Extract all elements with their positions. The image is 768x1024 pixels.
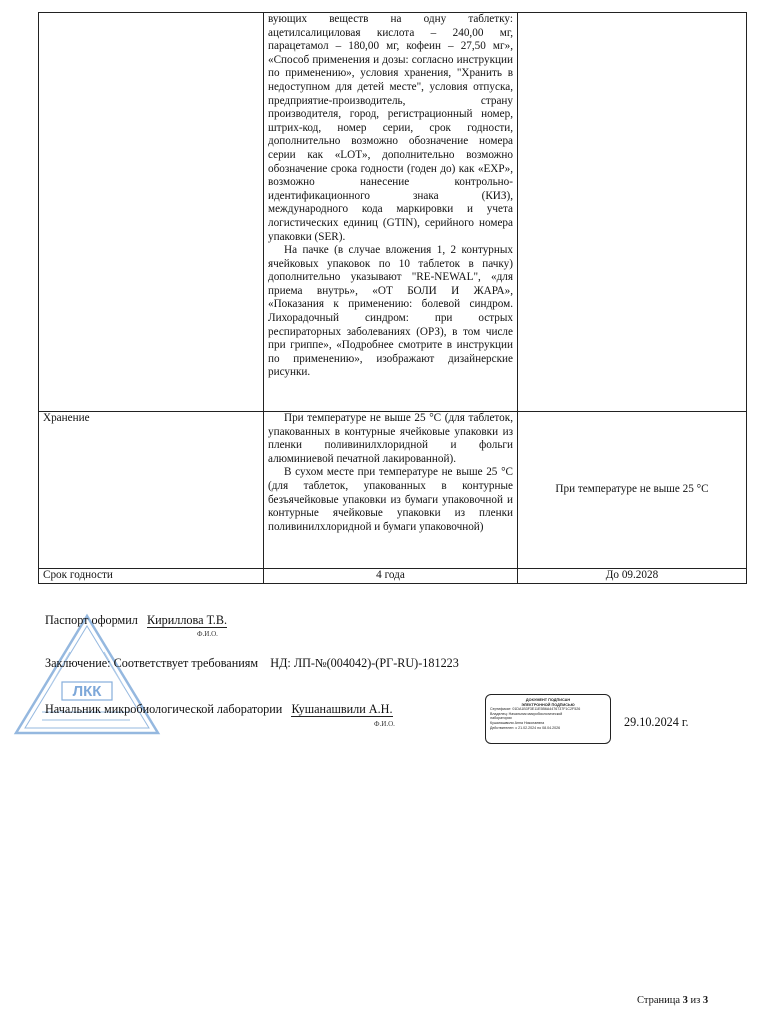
table-row-shelf-life: [39, 569, 747, 584]
storage-paragraph-2: В сухом месте при температуре не выше 25 °С (для таблеток, упакованных в контурные безъячейковые упаковки из бумаги упаковочной и контурные ячейковые упаковки из пленки поливинилхлоридной и бумаги упаковочной): [268, 466, 513, 533]
head-name: Кушанашвили А.Н.: [291, 702, 393, 716]
storage-paragraph-1: При температуре не выше 25 °С (для таблеток, упакованных в контурные ячейковые упаковки из пленки поливинилхлоридной и фольги алюминиевой печатной лакированной).: [268, 412, 513, 465]
esig-cert: Сертификат: 01DA1B3F3E11E5B6A4476737F1C2F526: [490, 707, 581, 712]
conclusion-label: Заключение:: [45, 656, 111, 670]
shelf-result: До 09.2028: [518, 569, 747, 584]
conclusion-nd: НД: ЛП-№(004042)-(РГ-RU)-181223: [270, 656, 459, 670]
passport-label: Паспорт оформил: [45, 613, 138, 627]
esig-owner-3: Кушанашвили Анна Николаевна: [490, 720, 545, 725]
head-fio-caption: Ф.И.О.: [374, 720, 395, 728]
conclusion-text: Соответствует требованиям: [113, 656, 259, 670]
cell-empty-result: [518, 13, 747, 412]
pack-paragraph: На пачке (в случае вложения 1, 2 контурных ячейковых упаковок по 10 таблеток в пачку) дополнительно указывают "RE-NEWAL", «для приема внутрь», «ОТ БОЛИ И ЖАРА», «Показания к применению: болевой синдром. Лихорадочный синдром: при острых респираторных заболеваниях (ОРЗ), в том числе при гриппе», «Подробнее смотрите в инструкции по применению», изображают дизайнерские рисунки.: [268, 244, 513, 379]
page-current: 3: [682, 995, 688, 1006]
esig-title-2: ЭЛЕКТРОННОЙ ПОДПИСЬЮ: [521, 702, 575, 707]
spec-table: [38, 12, 747, 584]
electronic-signature-box: [485, 694, 611, 744]
esig-valid: Действителен: с 21.02.2024 по 08.04.2026: [490, 725, 561, 730]
signature-date: 29.10.2024 г.: [624, 715, 689, 729]
passport-line: [45, 613, 227, 628]
esig-owner-2: лаборатории: [490, 716, 512, 721]
head-line: [45, 702, 393, 717]
cell-empty-label: [39, 13, 264, 412]
page-total: 3: [702, 995, 709, 1006]
page-of: из: [690, 995, 701, 1006]
storage-result: При температуре не выше 25 °С: [518, 412, 747, 569]
shelf-label: Срок годности: [39, 569, 264, 584]
page-number: [637, 995, 708, 1006]
cell-labeling-norm: [264, 13, 518, 412]
table-row-labeling: [39, 13, 747, 412]
cell-storage-norm: [264, 412, 518, 569]
passport-name: Кириллова Т.В.: [147, 613, 228, 627]
passport-fio-caption: Ф.И.О.: [197, 630, 218, 638]
lab-stamp: [12, 612, 162, 737]
stamp-abbr: ЛКК: [72, 683, 102, 700]
page-prefix: Страница: [637, 995, 681, 1006]
table-row-storage: [39, 412, 747, 569]
esig-owner-1: Владелец: Начальник микробиологической: [490, 711, 563, 716]
storage-label: Хранение: [39, 412, 264, 569]
composition-paragraph: вующих веществ на одну таблетку: ацетилсалициловая кислота – 240,00 мг, парацетамол – 180,00 мг, кофеин – 27,50 мг», «Способ применения и дозы: согласно инструкции по применению», условия хранения, "Хранить в недоступном для детей месте", условия отпуска, предприятие-производитель, страну производителя, город, регистрационный номер, штрих-код, номер серии, срок годности, дополнительно возможно обозначение номера серии как «LOT», дополнительно возможно обозначение срока годности (годен до) как «EXP», возможно нанесение контрольно-идентификационного знака (КИЗ), международного кода маркировки и учета логистических единиц (GTIN), серийного номера упаковки (SER).: [268, 13, 513, 243]
conclusion-line: [45, 656, 459, 671]
shelf-norm: 4 года: [264, 569, 518, 584]
head-label: Начальник микробиологической лаборатории: [45, 702, 283, 716]
esig-title-1: ДОКУМЕНТ ПОДПИСАН: [525, 698, 571, 702]
